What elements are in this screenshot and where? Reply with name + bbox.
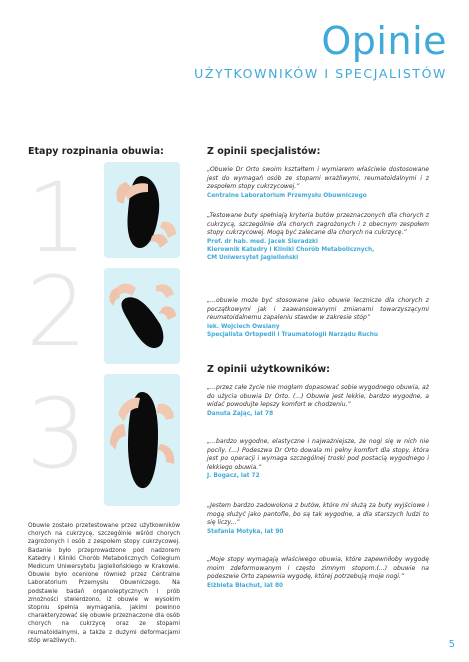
user-opinion-1 bbox=[207, 384, 429, 418]
users-heading: Z opinii użytkowników: bbox=[207, 364, 330, 375]
steps-heading: Etapy rozpinania obuwia: bbox=[28, 146, 164, 157]
opinion-source-institution: CM Uniwersytet Jagielloński bbox=[207, 255, 299, 262]
step-number-1: 1 bbox=[26, 162, 88, 274]
opinion-source-title: Specjalista Ortopedii i Traumatologii Narządu Ruchu bbox=[207, 331, 378, 338]
specialist-opinion-3 bbox=[207, 297, 429, 339]
page-number: 5 bbox=[448, 639, 455, 650]
opinion-source: Danuta Zając, lat 78 bbox=[207, 410, 274, 417]
opinion-quote: „...przez całe życie nie mogłam dopasować sobie wygodnego obuwia, aż do użycia obuwia Dr Orto. (...) Obuwie jest lekkie, bardzo wygodne, a widać powodujte lepszy komfort w chodzeniu.” bbox=[207, 384, 429, 409]
user-opinion-4 bbox=[207, 556, 429, 590]
step-number-3: 3 bbox=[26, 378, 88, 490]
opinion-source: Centralne Laboratorium Przemysłu Obuwniczego bbox=[207, 192, 367, 199]
opinion-quote: „...obuwie może być stosowane jako obuwie lecznicze dla chorych z początkowymi jak i zaawansowanymi zmianami towarzyszącymi reumatoidalnemu zapaleniu stawów w zakresie stóp” bbox=[207, 297, 429, 322]
shoe-photo-step-1 bbox=[104, 162, 180, 258]
user-opinion-2 bbox=[207, 438, 429, 481]
opinion-source-name: lek. Wojciech Owsiany bbox=[207, 323, 280, 330]
opinion-quote: „Obuwie Dr Orto swoim kształtem i wymiarem właściwie dostosowane jest do wymagań osób ze stopami wrażliwymi, reumatoidalnymi i z zespołem stopy cukrzycowej.” bbox=[207, 166, 429, 191]
opinion-source-name: Prof. dr hab. med. Jacek Sieradzki bbox=[207, 238, 318, 245]
shoe-photo-step-2 bbox=[104, 268, 180, 364]
specialist-opinion-1 bbox=[207, 166, 429, 200]
step-number-2: 2 bbox=[26, 256, 88, 368]
page-title: Opinie bbox=[321, 19, 447, 63]
specialist-opinion-2 bbox=[207, 212, 429, 262]
opinion-quote: „Jestem bardzo zadowolona z butów, które mi służą za buty wyjściowe i mogą służyć jako pantofle, bo są tak wygodne, a dla starszych ludzi to się liczy...” bbox=[207, 502, 429, 527]
shoe-photo-step-3 bbox=[104, 374, 180, 506]
opinion-source: J. Bogacz, lat 72 bbox=[207, 473, 260, 480]
opinion-quote: „Testowane buty spełniają kryteria butów przeznaczonych dla chorych z cukrzycą, szczególnie dla chorych zagrożonych i z obecnym zespołem stopy cukrzycowej. Mogą być zalecane dla chorych na cukrzycę.” bbox=[207, 212, 429, 237]
specialists-heading: Z opinii specjalistów: bbox=[207, 146, 321, 157]
page-subtitle: UŻYTKOWNIKÓW I SPECJALISTÓW bbox=[194, 66, 447, 81]
testing-paragraph: Obuwie zostało przetestowane przez użytkowników chorych na cukrzycę, szczególnie wśród chorych zagrożonych i osób z zespołem stopy cukrzycowej. Badanie było przeprowadzone pod nadzorem Katedry i Kliniki Chorób Metabolicznych Collegium Medicum Uniwersytetu Jagiellońskiego w Krakowie. Obuwie było ocenione również przez Centralne Laboratorium Przemysłu Obuwniczego. Na podstawie badań organoleptycznych i prób zmożności stwierdzono, iż obuwie w wysokim stopniu spełnia wymagania, jakimi powinno charakteryzować się obuwie przeznaczone dla osób chorych na cukrzycę oraz ze stopami reumatoidalnymi, a także z dużymi deformacjami stóp wrażliwych. bbox=[28, 523, 180, 644]
opinion-source: Elżbieta Błachut, lat 80 bbox=[207, 582, 284, 589]
user-opinion-3 bbox=[207, 502, 429, 536]
opinion-source: Stefania Motyka, lat 90 bbox=[207, 528, 284, 535]
opinion-quote: „Moje stopy wymagają właściwego obuwia, które zapewniłoby wygodę moim zdeformowanym i często zimnym stopom.(...) obuwie na podeszwie Orto zapewnia wygodę, której potrzebują moje nogi.” bbox=[207, 556, 429, 581]
opinion-source-title: Kierownik Katedry i Kliniki Chorób Metabolicznych, bbox=[207, 246, 375, 253]
opinion-quote: „...bardzo wygodne, elastyczne i najważniejsze, że nogi się w nich nie pocily. (...) Podeszwa Dr Orto dowala mi pełny komfort dla stopy, która jest po operacji i wymaga szczególnej troski pod postacią wygodnego i lekkiego obuwia.” bbox=[207, 438, 429, 471]
